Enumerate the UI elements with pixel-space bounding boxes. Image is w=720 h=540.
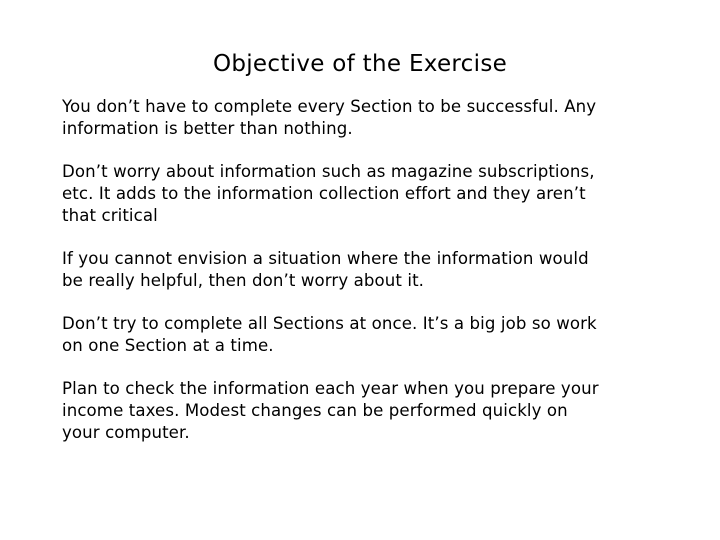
paragraph-annual-review: Plan to check the information each year when you prepare your income taxes. Modest changes can be performed quickly on your computer. [62,379,599,442]
slide-title: Objective of the Exercise [212,51,508,77]
paragraph-one-section-at-a-time: Don’t try to complete all Sections at once. It’s a big job so work on one Section at a time. [62,314,597,355]
paragraph-helpfulness-test: If you cannot envision a situation where the information would be really helpful, then don’t worry about it. [62,249,589,290]
paragraph-skip-minor-info: Don’t worry about information such as magazine subscriptions, etc. It adds to the information collection effort and they aren’t that critical [62,162,595,225]
paragraph-partial-completion: You don’t have to complete every Section to be successful. Any information is better than nothing. [62,97,597,138]
slide-body [62,96,662,465]
